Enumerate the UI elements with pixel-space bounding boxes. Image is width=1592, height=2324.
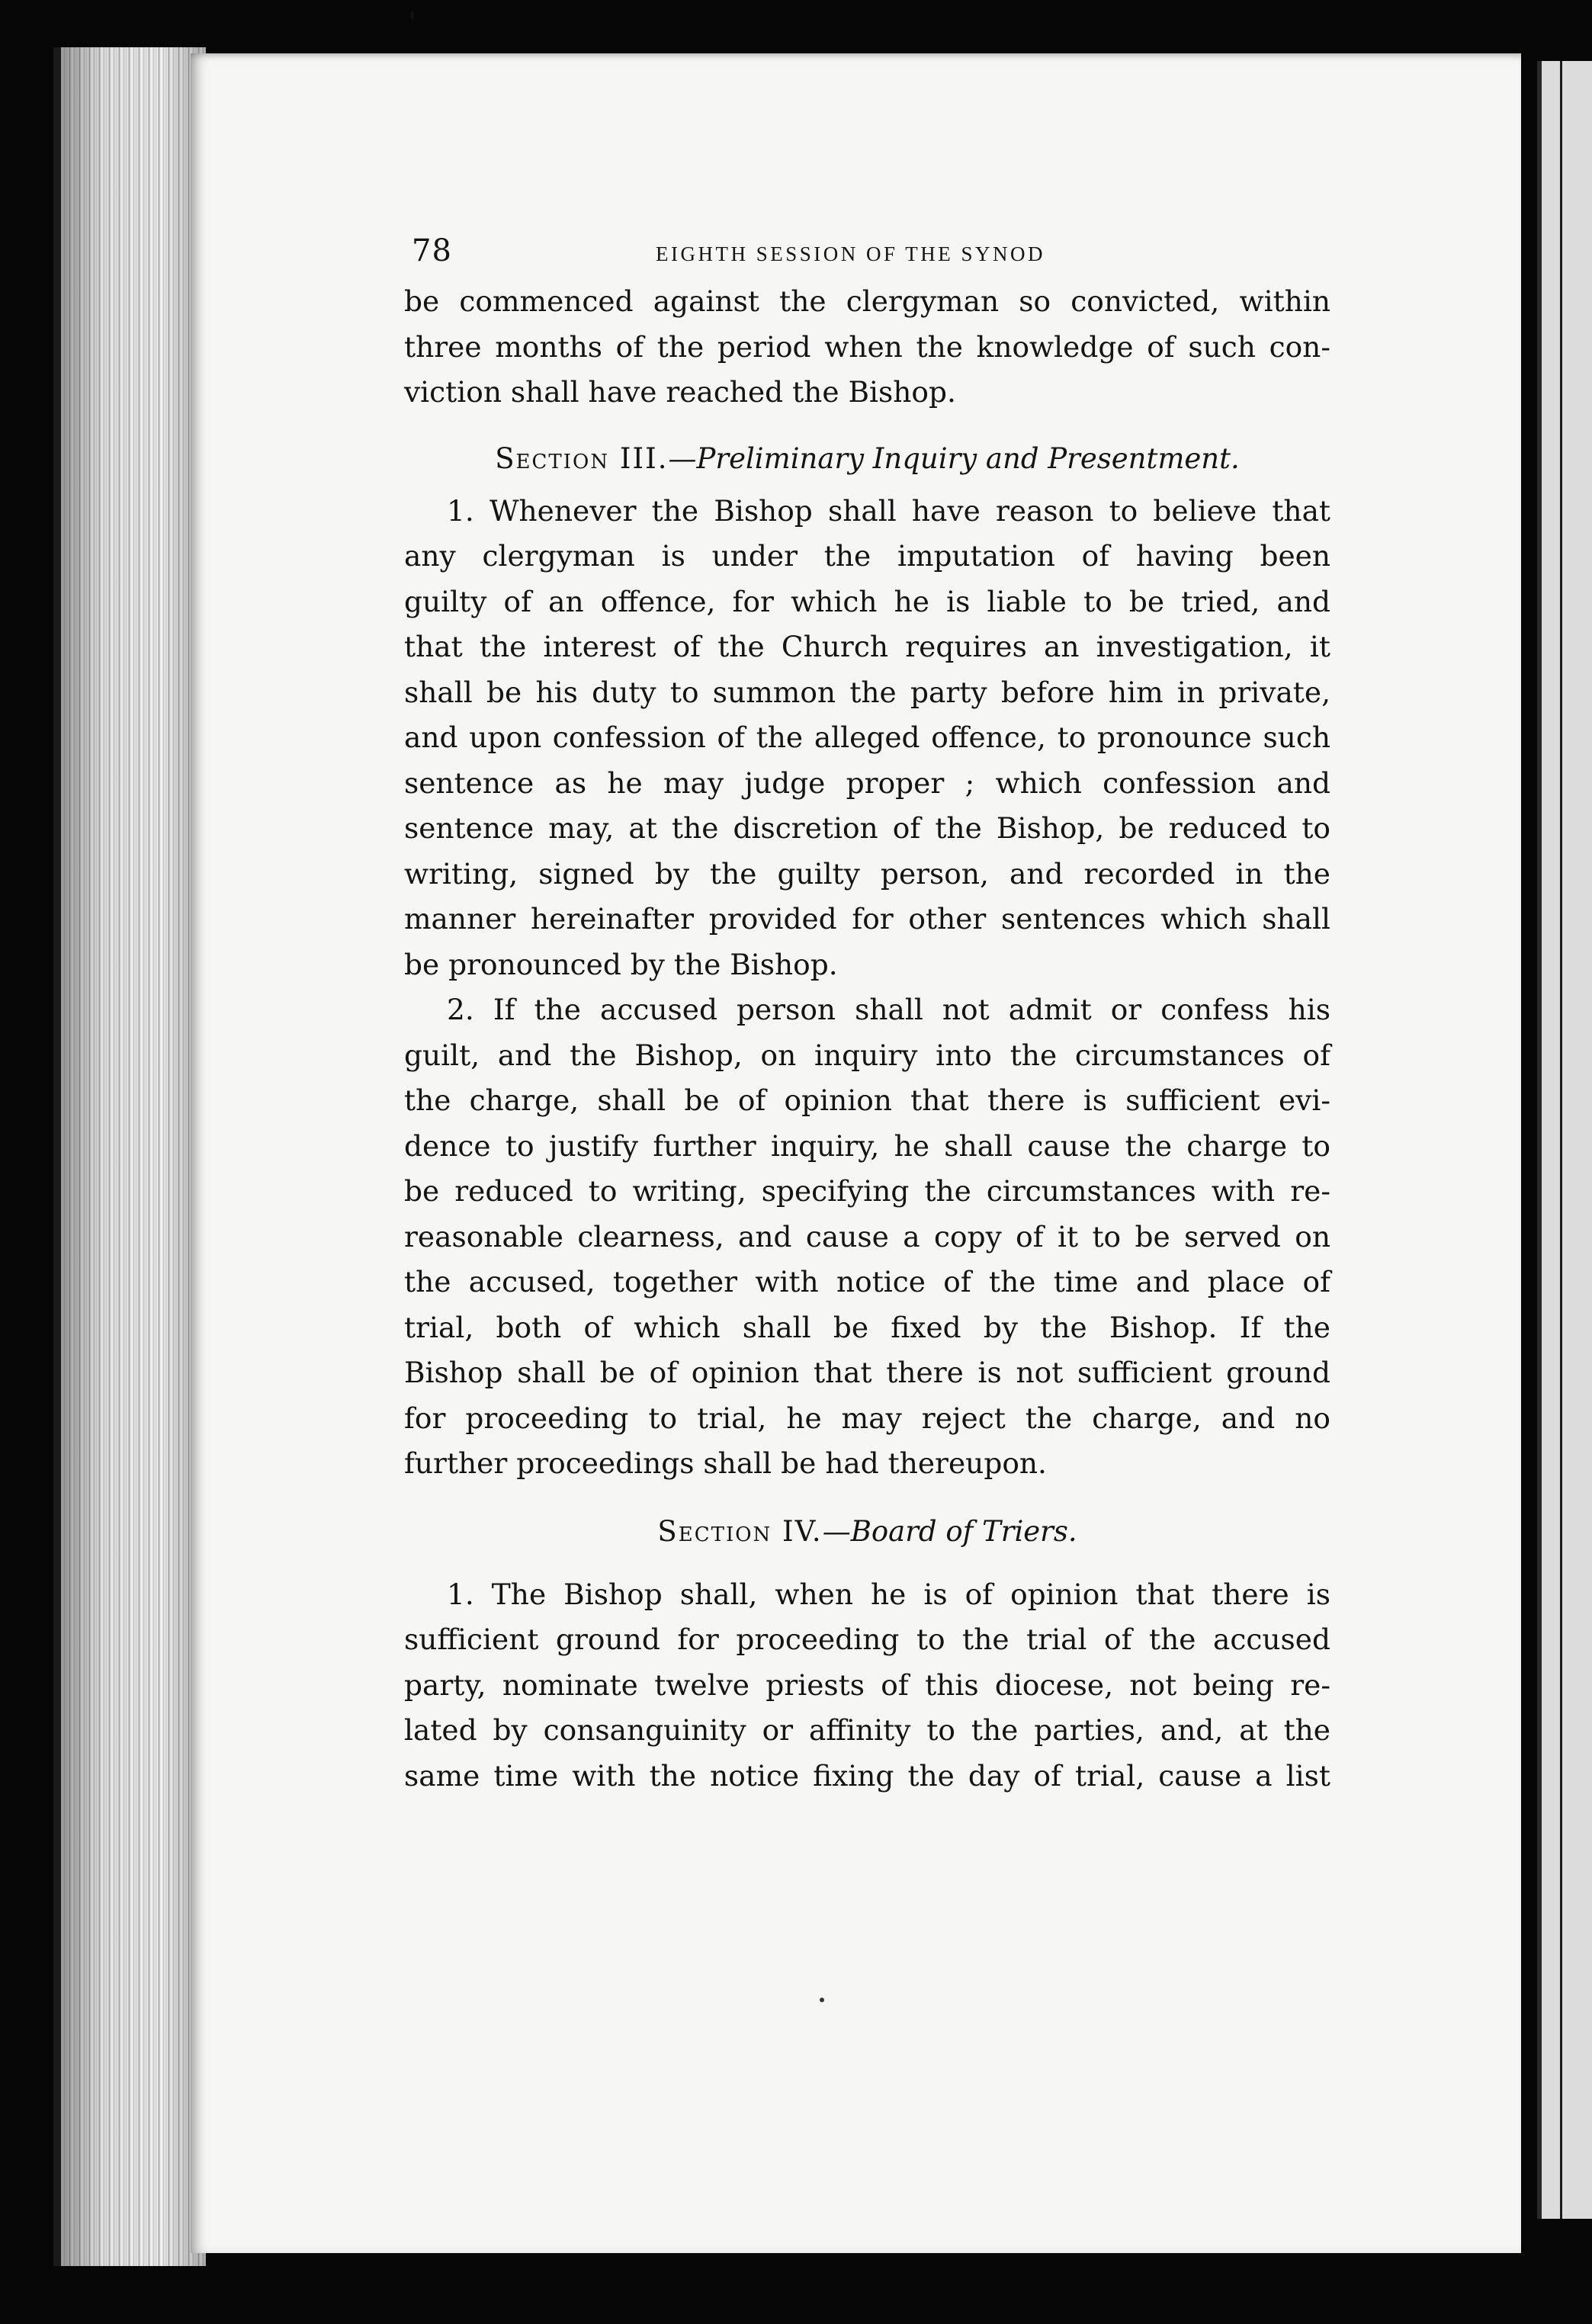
section-3-paragraph-1 [404, 489, 1330, 988]
text-line: and upon confession of the alleged offence, to pronounce such [404, 721, 1330, 754]
text-line: shall be his duty to summon the party before him in private, [404, 675, 1330, 709]
text-line: be reduced to writing, specifying the circumstances with re- [404, 1174, 1330, 1208]
section-3-label: Section III. [495, 441, 669, 475]
text-line: same time with the notice fixing the day of trial, cause a list [404, 1758, 1330, 1793]
text-line: dence to justify further inquiry, he shall cause the charge to [404, 1128, 1330, 1163]
text-line: 2. If the accused person shall not admit or confess his [447, 993, 1330, 1026]
section-3-heading [404, 434, 1330, 484]
text-line: sufficient ground for proceeding to the trial of the accused [404, 1623, 1330, 1656]
text-line: for proceeding to trial, he may reject the charge, and no [404, 1401, 1330, 1435]
text-line: lated by consanguinity or affinity to the parties, and, at the [404, 1713, 1330, 1747]
book-page-edges [53, 47, 206, 2266]
text-line: further proceedings shall be had thereupon. [404, 1446, 1047, 1480]
text-line: sentence as he may judge proper ; which confession and [404, 766, 1330, 800]
text-line: guilt, and the Bishop, on inquiry into the circumstances of [404, 1038, 1330, 1072]
section-3-title: —Preliminary Inquiry and Presentment. [668, 441, 1240, 475]
section-4-paragraph-1 [404, 1572, 1330, 1799]
text-line: 1. Whenever the Bishop shall have reason to believe that [447, 493, 1330, 528]
page-number: 78 [412, 233, 452, 268]
section-4-label: Section IV. [657, 1514, 823, 1548]
section-4-heading [404, 1508, 1330, 1555]
text-line: any clergyman is under the imputation of having been [404, 539, 1330, 573]
text-line: Bishop shall be of opinion that there is not sufficient ground [404, 1356, 1330, 1389]
text-line: manner hereinafter provided for other sentences which shall [404, 902, 1330, 936]
running-title: EIGHTH SESSION OF THE SYNOD [656, 242, 1046, 265]
text-line: be pronounced by the Bishop. [404, 947, 838, 981]
text-line: be commenced against the clergyman so convicted, within [404, 284, 1330, 318]
text-line: party, nominate twelve priests of this diocese, not being re- [404, 1668, 1330, 1702]
intro-paragraph [404, 279, 1330, 416]
text-line: three months of the period when the knowledge of such con- [404, 329, 1330, 364]
scan-speck [410, 11, 414, 20]
running-head [404, 226, 1330, 279]
scan-speck [820, 1998, 824, 2002]
text-line: writing, signed by the guilty person, and recorded in the [404, 856, 1330, 891]
text-line: the charge, shall be of opinion that there is sufficient evi- [404, 1083, 1330, 1117]
text-line: reasonable clearness, and cause a copy of it to be served on [404, 1219, 1330, 1253]
text-line: sentence may, at the discretion of the Bishop, be reduced to [404, 811, 1330, 845]
facing-page-edge [1537, 61, 1592, 2219]
text-line: trial, both of which shall be fixed by the Bishop. If the [404, 1310, 1330, 1344]
section-4-title: —Board of Triers. [822, 1514, 1077, 1548]
section-3-paragraph-2 [404, 987, 1330, 1487]
text-line: viction shall have reached the Bishop. [404, 375, 956, 409]
text-line: the accused, together with notice of the time and place of [404, 1265, 1330, 1298]
text-line: that the interest of the Church requires an investigation, it [404, 630, 1330, 663]
text-block [404, 226, 1330, 1799]
text-line: guilty of an offence, for which he is liable to be tried, and [404, 584, 1330, 618]
text-line: 1. The Bishop shall, when he is of opinion that there is [447, 1577, 1330, 1611]
